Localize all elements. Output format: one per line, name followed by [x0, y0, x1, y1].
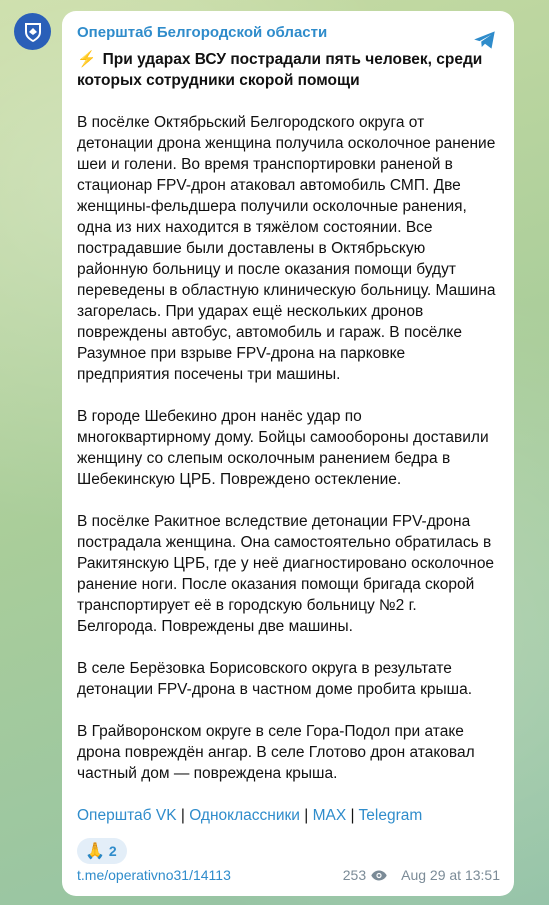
post-links: [77, 805, 496, 826]
message-footer: [77, 867, 500, 883]
telegram-share-icon[interactable]: [472, 27, 498, 53]
pray-icon: 🙏: [85, 843, 105, 860]
channel-name[interactable]: Оперштаб Белгородской области: [77, 24, 328, 41]
headline-text: При ударах ВСУ пострадали пять человек, среди которых сотрудники скорой помощи: [77, 51, 483, 89]
reaction-pray[interactable]: [77, 838, 127, 864]
eye-icon: [371, 870, 387, 881]
views-count: 253: [342, 867, 367, 883]
coat-of-arms-icon: [21, 20, 45, 44]
link-separator: |: [180, 807, 185, 824]
views-counter: [343, 867, 387, 883]
paragraph: В посёлке Октябрьский Белгородского округа от детонации дрона женщина получила осколочное ранение шеи и голени. Во время транспортировки раненой в стационар FPV-дрон атаковал автомобиль СМП. Две женщины-фельдшера получили осколочные ранения, одна из них находится в тяжёлом состоянии. Все пострадавшие были доставлены в Октябрьскую районную больницу и после оказания помощи будут переведены в областную клиническую больницу. Машина загорелась. При ударах ещё нескольких дронов повреждены автобус, автомобиль и гараж. В посёлке Разумное при взрыве FPV-дрона на парковке предприятия посечены три машины.: [77, 114, 496, 383]
link-max[interactable]: MAX: [312, 807, 347, 824]
message-bubble: [62, 11, 514, 896]
link-separator: |: [304, 807, 309, 824]
channel-avatar[interactable]: [14, 13, 51, 50]
lightning-icon: ⚡: [77, 51, 97, 68]
link-vk[interactable]: Оперштаб VK: [77, 807, 177, 824]
paragraph: В городе Шебекино дрон нанёс удар по многоквартирному дому. Бойцы самообороны доставили женщину со слепым осколочным ранением бедра в Шебекинскую ЦРБ. Повреждено остекление.: [77, 408, 489, 488]
link-telegram[interactable]: Telegram: [358, 807, 423, 824]
paragraph: В посёлке Ракитное вследствие детонации FPV-дрона пострадала женщина. Она самостоятельно обратилась в Ракитянскую ЦРБ, где у неё диагностировано осколочное ранение ноги. После оказания помощи бригада скорой транспортирует её в городскую больницу №2 г. Белгорода. Повреждены две машины.: [77, 513, 495, 635]
link-odnoklassniki[interactable]: Одноклассники: [189, 807, 300, 824]
reaction-count: 2: [108, 843, 117, 859]
paragraph: В Грайворонском округе в селе Гора-Подол при атаке дрона повреждён ангар. В селе Глотово дрон атаковал частный дом — повреждена крыша.: [77, 723, 475, 782]
post-link[interactable]: t.me/operativno31/14113: [77, 867, 231, 883]
link-separator: |: [350, 807, 355, 824]
paragraph: В селе Берёзовка Борисовского округа в результате детонации FPV-дрона в частном доме пробита крыша.: [77, 660, 473, 698]
post-headline: [77, 49, 496, 91]
post-date: Aug 29 at 13:51: [401, 867, 500, 883]
